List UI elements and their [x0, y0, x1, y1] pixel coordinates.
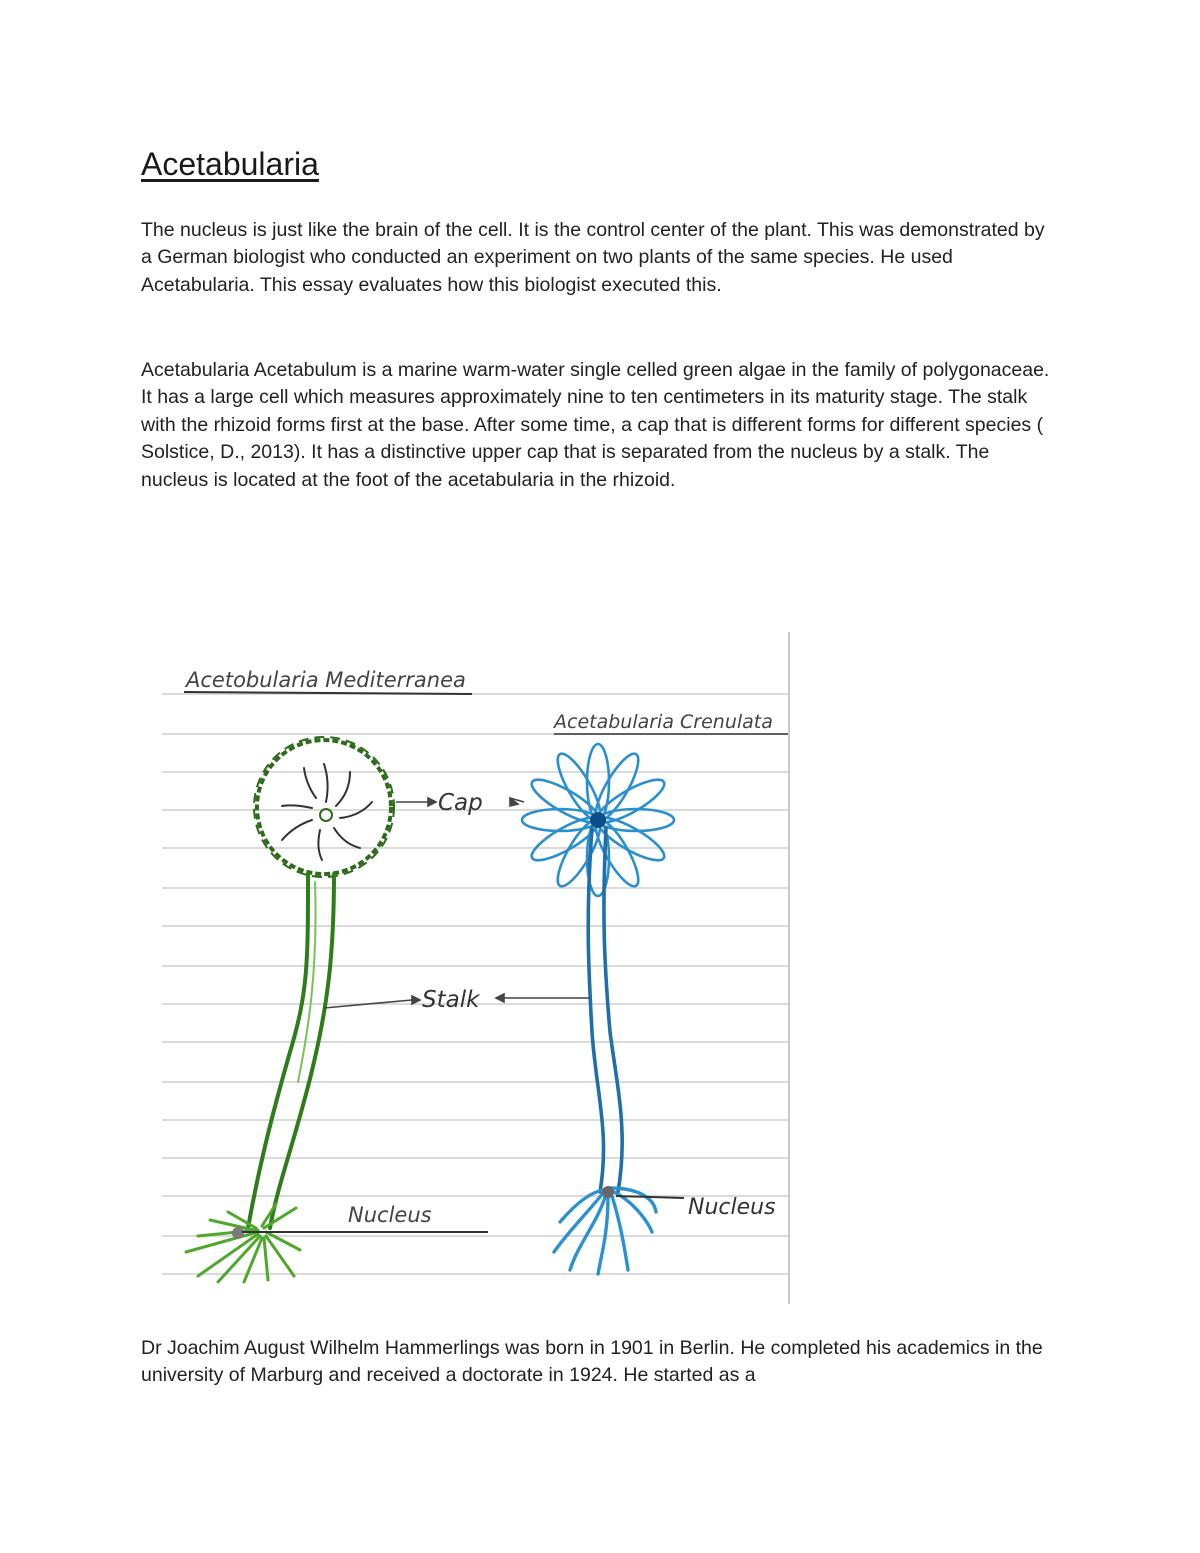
cap-label: Cap	[438, 790, 483, 816]
acetabularia-drawing	[158, 632, 794, 1304]
mediterranea-rhizoid	[186, 1204, 300, 1282]
crenulata-nucleus	[602, 1186, 614, 1198]
page-title: Acetabularia	[141, 146, 319, 182]
right-species-title: Acetabularia Crenulata	[554, 711, 773, 733]
paragraph-description: Acetabularia Acetabulum is a marine warm-water single celled green algae in the family of polygonaceae. It has a large cell which measures approximately nine to ten centimeters in its maturity stage. The stalk with the rhizoid forms first at the base. After some time, a cap that is different forms for different species ( Solstice, D., 2013). It has a distinctive upper cap that is separated from the nucleus by a stalk. The nucleus is located at the foot of the acetabularia in the rhizoid.	[141, 359, 1050, 491]
crenulata-stalk	[588, 828, 622, 1192]
nucleus-label-left: Nucleus	[348, 1203, 432, 1227]
paragraph-biography: Dr Joachim August Wilhelm Hammerlings was born in 1901 in Berlin. He completed his academics in the university of Marburg and received a doctorate in 1924. He started as a	[141, 1337, 1043, 1387]
mediterranea-cap	[254, 737, 394, 877]
mediterranea-stalk	[248, 874, 334, 1228]
paragraph-intro: The nucleus is just like the brain of the cell. It is the control center of the plant. This was demonstrated by a German biologist who conducted an experiment on two plants of the same species. He used Acetabularia. This essay evaluates how this biologist executed this.	[141, 219, 1045, 296]
nucleus-label-right: Nucleus	[688, 1195, 776, 1220]
left-species-title: Acetobularia Mediterranea	[186, 668, 466, 692]
stalk-label: Stalk	[422, 987, 480, 1013]
crenulata-rhizoid	[554, 1188, 656, 1274]
